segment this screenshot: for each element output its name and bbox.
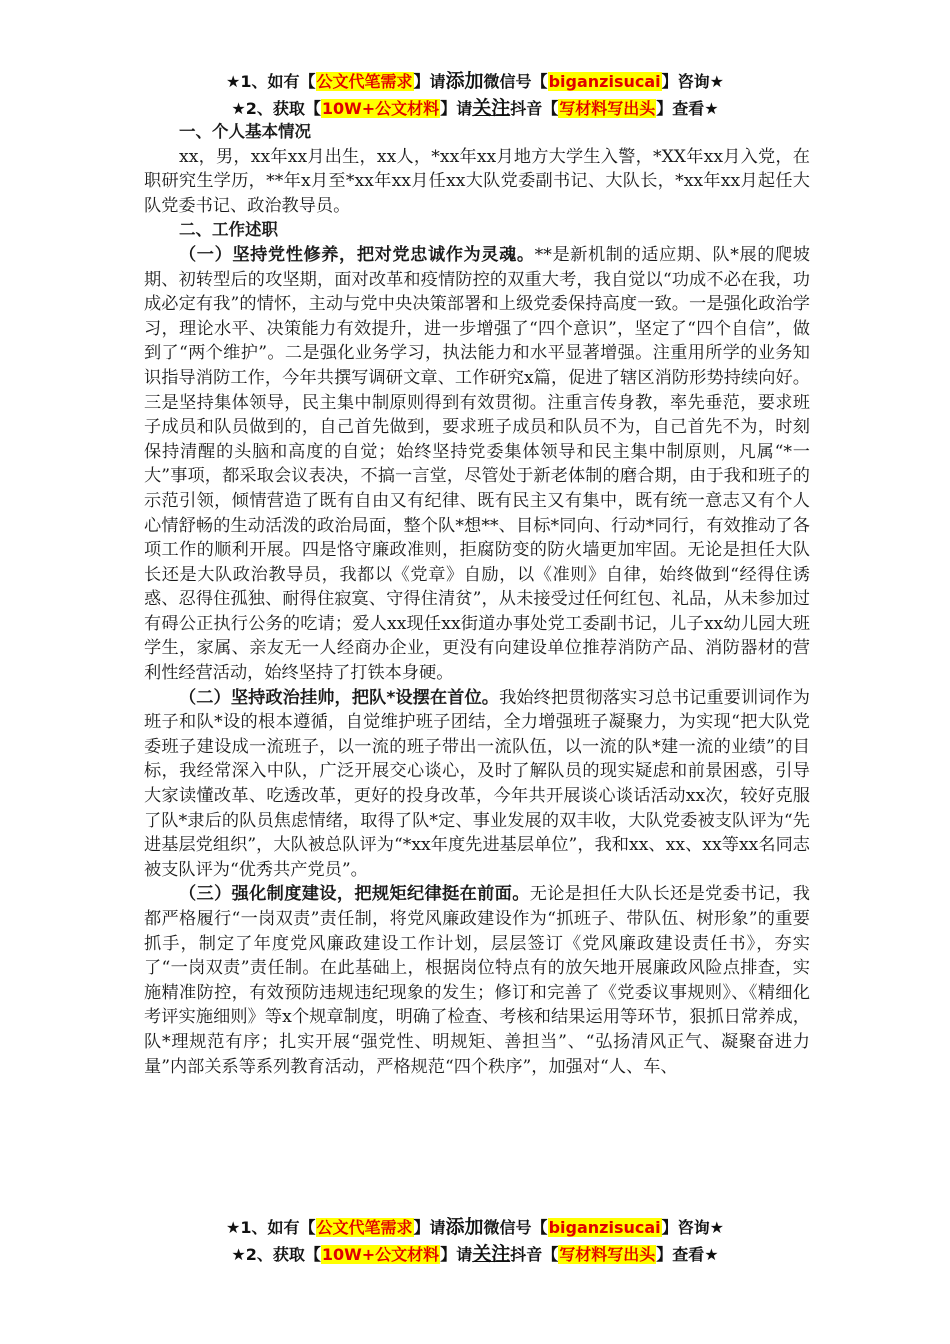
banner-text: 抖音【	[510, 99, 559, 118]
banner-line-2	[0, 95, 950, 122]
banner-text: ★1、如有【	[226, 1218, 316, 1237]
banner-text: 】请	[440, 1245, 473, 1264]
banner-text: 】查看★	[656, 99, 719, 118]
banner-emphasis: 添加	[445, 1216, 484, 1238]
banner-text: 微信号【	[483, 1218, 548, 1237]
paragraph-item-2	[144, 686, 810, 883]
banner-highlight: 公文代笔需求	[316, 1218, 413, 1237]
banner-highlight: 公文代笔需求	[316, 72, 413, 91]
banner-highlight: 写材料写出头	[559, 99, 656, 118]
section-heading-personal-info: 一、个人基本情况	[179, 122, 311, 141]
paragraph-personal-info: xx，男，xx年xx月出生，xx人，*xx年xx月地方大学生入警，*XX年xx月入党，在职研究生学历，**年x月至*xx年xx月任xx大队党委副书记、大队长，*xx年xx月起任大队党委书记、政治教导员。	[144, 146, 810, 216]
banner-highlight: 10W+公文材料	[321, 1245, 440, 1264]
banner-text: 抖音【	[510, 1245, 559, 1264]
item-3-title: （三）强化制度建设，把规矩纪律挺在前面。	[179, 884, 530, 905]
banner-text: 】查看★	[656, 1245, 719, 1264]
banner-line-1	[0, 1214, 950, 1241]
banner-emphasis: 关注	[472, 97, 511, 119]
banner-highlight: 10W+公文材料	[321, 99, 440, 118]
banner-text: 】咨询★	[661, 1218, 724, 1237]
item-1-body: **是新机制的适应期、队*展的爬坡期、初转型后的攻坚期，面对改革和疫情防控的双重大考，我自觉以“功成不必在我，功成必定有我”的情怀，主动与党中央决策部署和上级党委保持高度一致。一是强化政治学习，理论水平、决策能力有效提升，进一步增强了“四个意识”，坚定了“四个自信”，做到了“两个维护”。二是强化业务学习，执法能力和水平显著增强。注重用所学的业务知识指导消防工作，今年共撰写调研文章、工作研究x篇，促进了辖区消防形势持续向好。三是坚持集体领导，民主集中制原则得到有效贯彻。注重言传身教，率先垂范，要求班子成员和队员做到的，自己首先做到，要求班子成员和队员不为，自己首先不为，时刻保持清醒的头脑和高度的自觉；始终坚持党委集体领导和民主集中制原则，凡属“*一大”事项，都采取会议表决，不搞一言堂，尽管处于新老体制的磨合期，由于我和班子的示范引领，倾情营造了既有自由又有纪律、既有民主又有集中，既有统一意志又有个人心情舒畅的生动活泼的政治局面，整个队*想**、目标*同向、行动*同行，有效推动了各项工作的顺利开展。四是恪守廉政准则，拒腐防变的防火墙更加牢固。无论是担任大队长还是大队政治教导员，我都以《党章》自励，以《准则》自律，始终做到“经得住诱惑、忍得住孤独、耐得住寂寞、守得住清贫”，从未接受过任何红包、礼品，从未参加过有碍公正执行公务的吃请；爱人xx现任xx街道办事处党工委副书记，儿子xx幼儿园大班学生，家属、亲友无一人经商办企业，更没有向建设单位推荐消防产品、消防器材的营利性经营活动，始终坚持了打铁本身硬。	[144, 244, 810, 684]
banner-highlight: 写材料写出头	[559, 1245, 656, 1264]
banner-line-2	[0, 1241, 950, 1268]
banner-text: 】请	[440, 99, 473, 118]
document-body	[144, 120, 810, 1079]
item-1-title: （一）坚持党性修养，把对党忠诚作为灵魂。	[179, 244, 535, 265]
banner-text: ★1、如有【	[226, 72, 316, 91]
banner-highlight: biganzisucai	[548, 1218, 661, 1237]
item-2-body: 我始终把贯彻落实习总书记重要训词作为班子和队*设的根本遵循，自觉维护班子团结，全力增强班子凝聚力，为实现“把大队党委班子建设成一流班子，以一流的班子带出一流队伍，以一流的队*建一流的业绩”的目标，我经常深入中队，广泛开展交心谈心，及时了解队员的现实疑虑和前景困惑，引导大家读懂改革、吃透改革，更好的投身改革，今年共开展谈心谈话活动xx次，较好克服了队*隶后的队员焦虑情绪，取得了队*定、事业发展的双丰收，大队党委被支队评为“先进基层党组织”，大队被总队评为“*xx年度先进基层单位”，我和xx、xx、xx等xx名同志被支队评为“优秀共产党员”。	[144, 687, 810, 880]
banner-text: 】请	[413, 72, 446, 91]
item-3-body: 无论是担任大队长还是党委书记，我都严格履行“一岗双责”责任制，将党风廉政建设作为“抓班子、带队伍、树形象”的重要抓手，制定了年度党风廉政建设工作计划，层层签订《党风廉政建设责任书》，夯实了“一岗双责”责任制。在此基础上，根据岗位特点有的放矢地开展廉政风险点排查，实施精准防控，有效预防违规违纪现象的发生；修订和完善了《党委议事规则》、《精细化考评实施细则》等x个规章制度，明确了检查、考核和结果运用等环节，狠抓日常养成，队*理规范有序；扎实开展“强党性、明规矩、善担当”、“弘扬清风正气、凝聚奋进力量”内部关系等系列教育活动，严格规范“四个秩序”，加强对“人、车、	[144, 884, 810, 1077]
paragraph-item-1	[144, 243, 810, 686]
paragraph-item-3	[144, 882, 810, 1079]
section-heading-work-report: 二、工作述职	[179, 220, 278, 240]
banner-text: ★2、获取【	[231, 1245, 321, 1264]
banner-text: 】咨询★	[661, 72, 724, 91]
top-banner	[0, 68, 950, 122]
banner-text: 微信号【	[483, 72, 548, 91]
item-2-title: （二）坚持政治挂帅，把队*设摆在首位。	[179, 687, 500, 708]
banner-line-1	[0, 68, 950, 95]
banner-text: ★2、获取【	[231, 99, 321, 118]
banner-emphasis: 添加	[445, 70, 484, 92]
bottom-banner	[0, 1214, 950, 1268]
banner-emphasis: 关注	[472, 1243, 511, 1265]
banner-highlight: biganzisucai	[548, 72, 661, 91]
banner-text: 】请	[413, 1218, 446, 1237]
